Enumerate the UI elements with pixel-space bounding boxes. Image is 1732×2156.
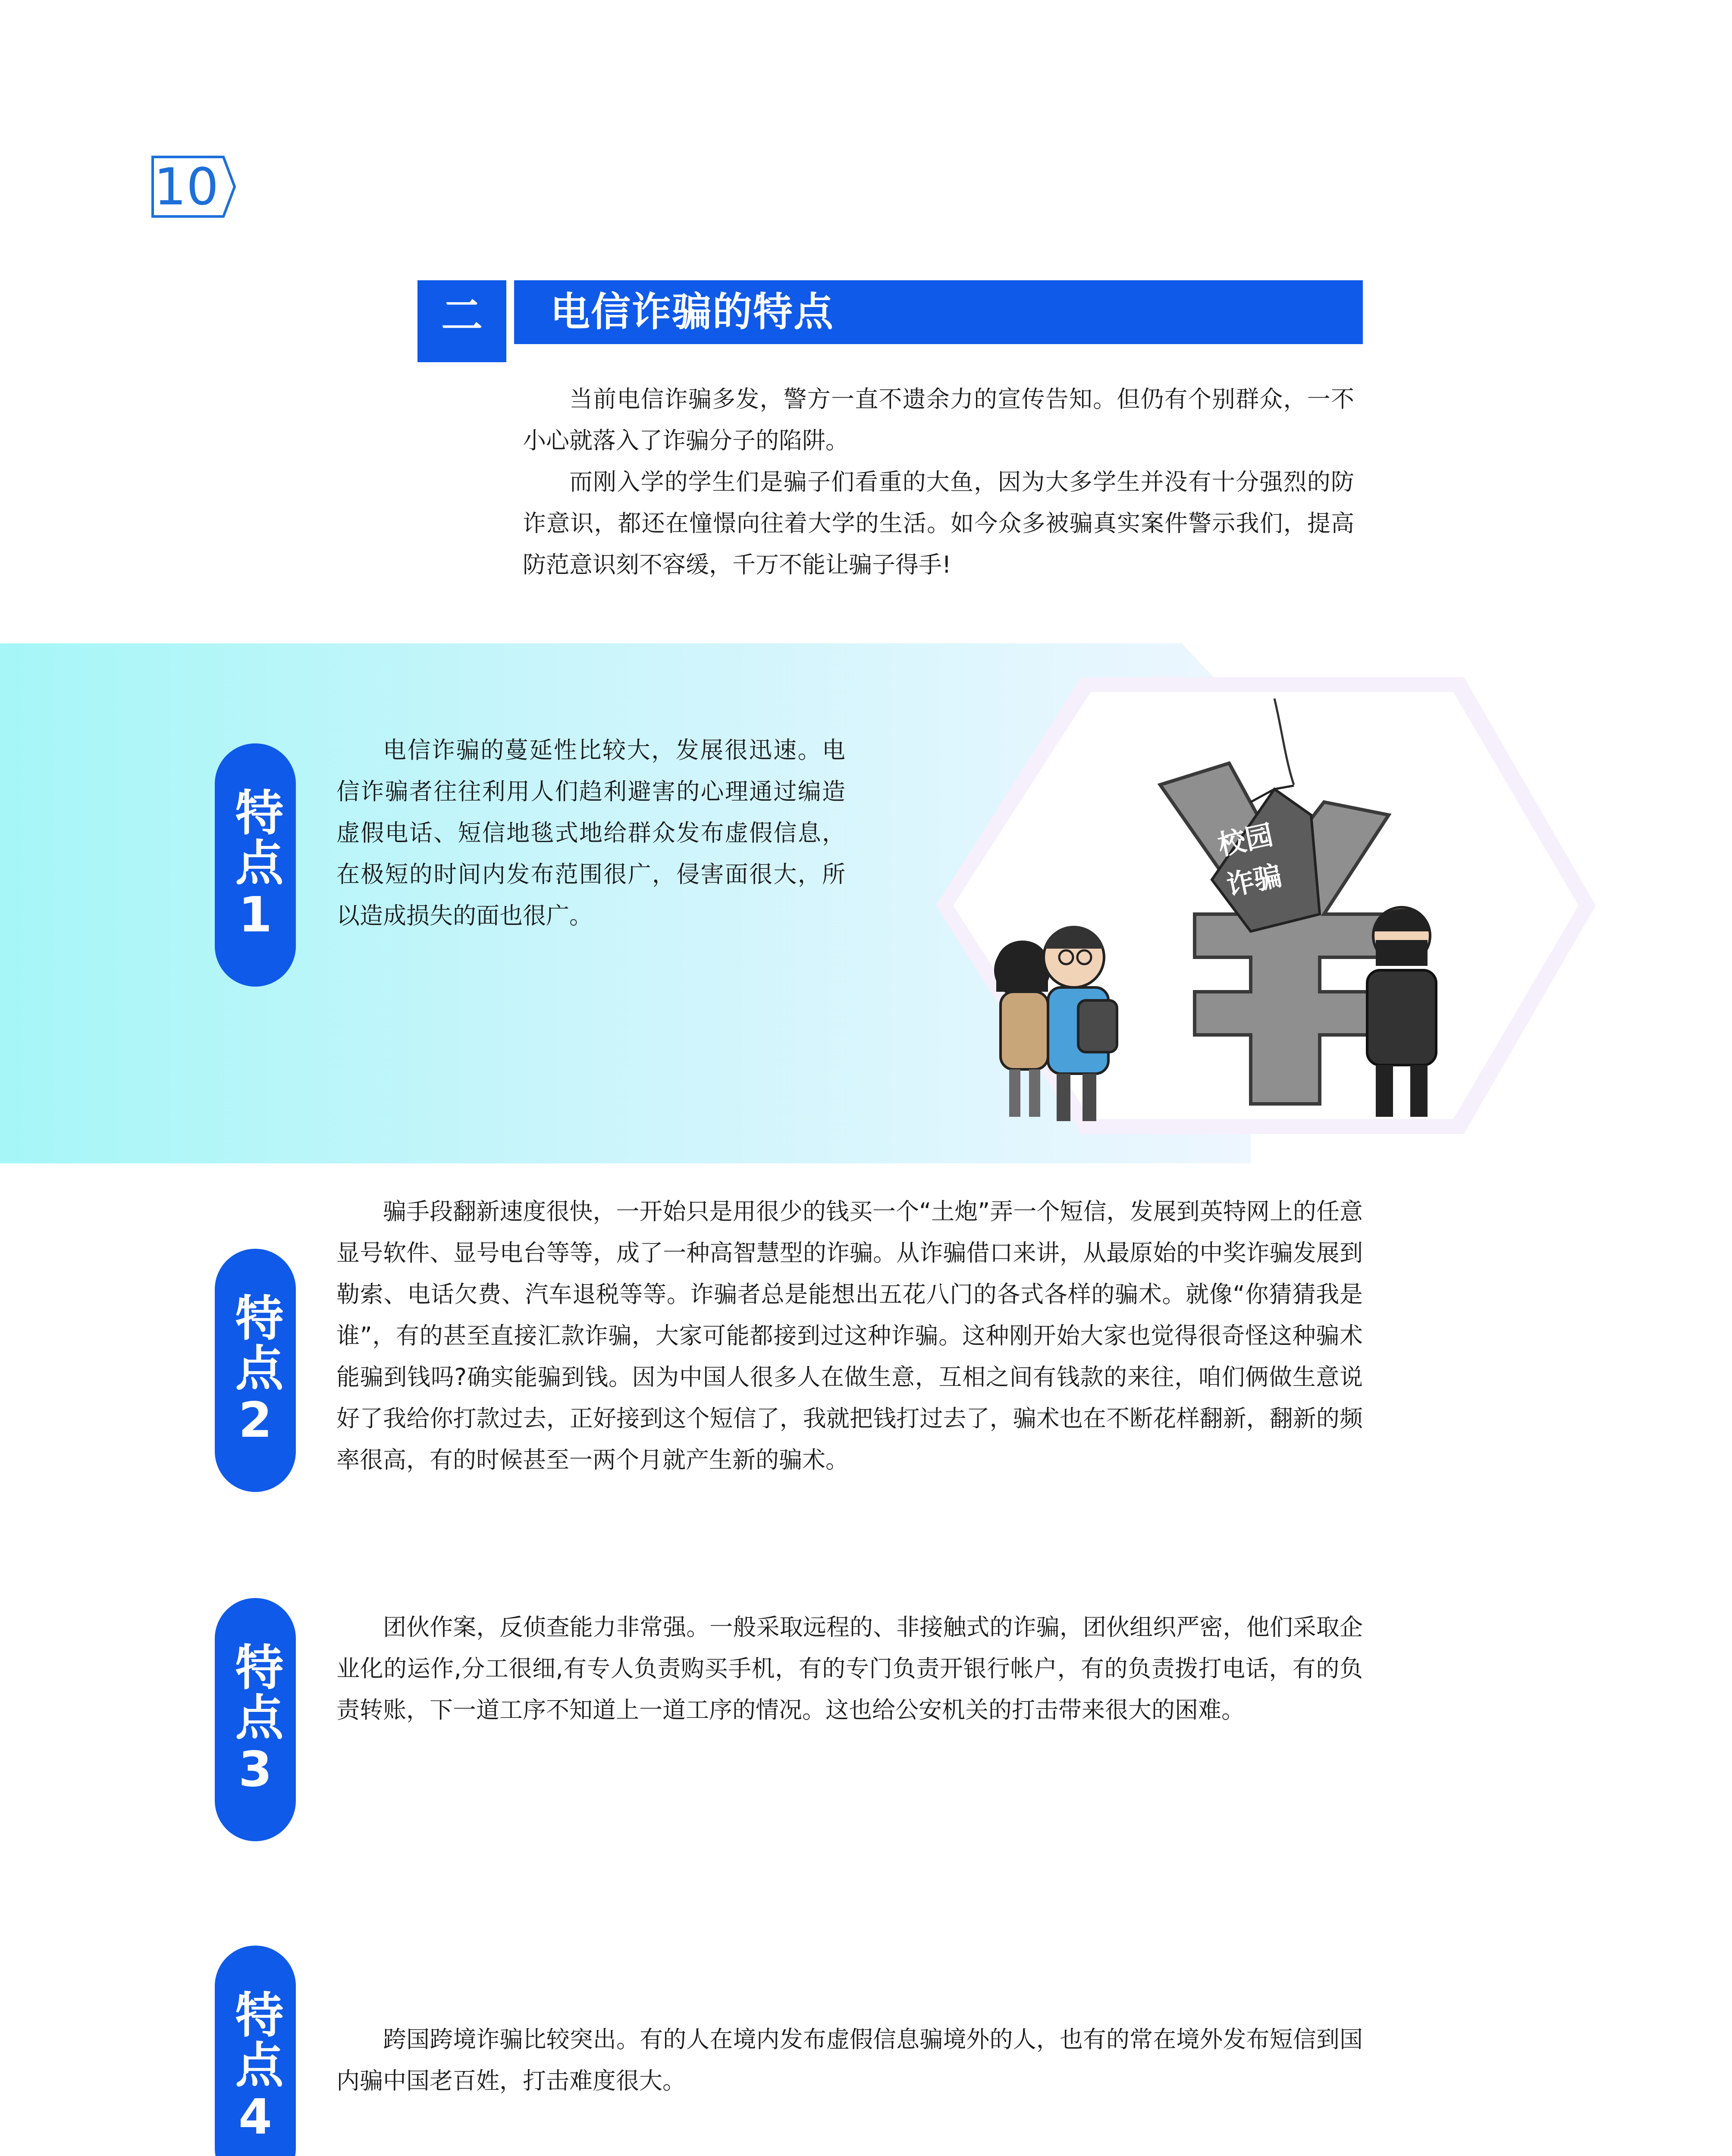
feature-1-label: 特点 <box>227 787 283 887</box>
feature-1-text: 电信诈骗的蔓延性比较大，发展很迅速。电信诈骗者往往利用人们趋利避害的心理通过编造虚假电话、短信地毯式地给群众发布虚假信息，在极短的时间内发布范围很广，侵害面很大，所以造成损失的面也很广。 <box>336 736 845 929</box>
feature-2-label: 特点 <box>227 1293 283 1393</box>
thief-figure <box>1367 907 1436 1117</box>
feature-1-badge <box>215 743 296 987</box>
section-divider <box>506 280 514 357</box>
feature-4-label: 特点 <box>227 1990 283 2090</box>
chapter-number: 10 <box>154 157 219 216</box>
intro-paragraph-1: 当前电信诈骗多发，警方一直不遗余力的宣传告知。但仍有个别群众，一不小心就落入了诈骗分子的陷阱。 <box>523 385 1354 454</box>
feature-2-number: 2 <box>238 1392 272 1448</box>
section-header <box>417 280 1363 344</box>
feature-4-number: 4 <box>238 2089 272 2145</box>
feature-3-number: 3 <box>238 1742 272 1798</box>
feature-4-text: 跨国跨境诈骗比较突出。有的人在境内发布虚假信息骗境外的人，也有的常在境外发布短信到国内骗中国老百姓，打击难度很大。 <box>336 2026 1363 2094</box>
chapter-badge <box>150 154 236 219</box>
fraud-sign-text: 校园诈骗 <box>1215 819 1285 903</box>
intro-paragraph-2: 而刚入学的学生们是骗子们看重的大鱼，因为大多学生并没有十分强烈的防诈意识，都还在憧憬向往着大学的生活。如今众多被骗真实案件警示我们，提高防范意识刻不容缓，千万不能让骗子得手! <box>523 468 1354 578</box>
feature-3-text: 团伙作案，反侦查能力非常强。一般采取远程的、非接触式的诈骗，团伙组织严密，他们采取企业化的运作,分工很细,有专人负责购买手机，有的专门负责开银行帐户，有的负责拨打电话，有的负责转账，下一道工序不知道上一道工序的情况。这也给公安机关的打击带来很大的困难。 <box>336 1614 1363 1724</box>
section-number: 二 <box>441 291 483 340</box>
students-figure <box>995 926 1117 1122</box>
feature-3-label: 特点 <box>227 1642 283 1742</box>
feature-4-badge <box>215 1946 296 2156</box>
feature-3-badge <box>215 1598 296 1841</box>
section-title: 电信诈骗的特点 <box>550 289 835 335</box>
feature-2-badge <box>215 1249 296 1492</box>
feature-1-number: 1 <box>238 887 272 943</box>
feature-2-text: 骗手段翻新速度很快，一开始只是用很少的钱买一个“土炮”弄一个短信，发展到英特网上的任意显号软件、显号电台等等，成了一种高智慧型的诈骗。从诈骗借口来讲，从最原始的中奖诈骗发展到勒索、电话欠费、汽车退税等等。诈骗者总是能想出五花八门的各式各样的骗术。就像“你猜猜我是谁”，有的甚至直接汇款诈骗，大家可能都接到过这种诈骗。这种刚开始大家也觉得很奇怪这种骗术能骗到钱吗?确实能骗到钱。因为中国人很多人在做生意，互相之间有钱款的来往，咱们俩做生意说好了我给你打款过去，正好接到这个短信了，我就把钱打过去了，骗术也在不断花样翻新，翻新的频率很高，有的时候甚至一两个月就产生新的骗术。 <box>336 1198 1363 1473</box>
